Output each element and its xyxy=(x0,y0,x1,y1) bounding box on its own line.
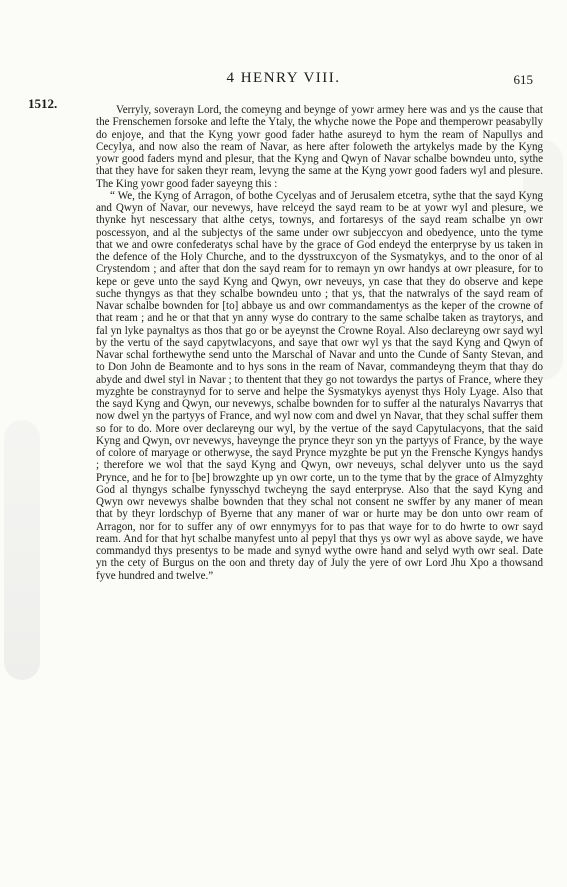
body-text xyxy=(96,104,543,582)
year-margin-note: 1512. xyxy=(28,96,58,111)
page-number: 615 xyxy=(513,72,533,87)
library-stamp-left xyxy=(4,420,40,680)
running-head: 4 HENRY VIII. xyxy=(226,70,341,86)
page-header xyxy=(0,70,567,111)
paragraph-quotation: “ We, the Kyng of Arragon, of bothe Cycelyas and of Jerusalem etcetra, sythe that the sayd Kyng and Qwyn of Navar, our nevewys, have relceyd the sayd ream to be at yowr wyl and plesure, we thynke hyt nescessary that althe cetys, townys, and fortaresys of the sayd ream schalbe yn owr poscessyon, and al the subjectys of the same under owr subjeccyon and obedyence, unto the tyme that we and owre confederatys schal have by the grace of God endeyd the enterpryse by us taken in the defence of the Holy Churche, and to the dysstruxcyon of the Sysmatykys, and to the onor of al Crystendom ; and after that don the sayd ream for to remayn yn owr handys at owr pleasure, for to kepe or geve unto the sayd Kyng and Qwyn, owr neveuys, yn case that they do observe and kepe suche thyngys as that they schalbe bowndeu unto ; that ys, that the natwralys of the sayd ream of Navar schalbe bownden for [to] abbaye us and owr commandamentys as the keper of the crowne of that ream ; and he or that that yn anny wyse do contrary to the same schalbe taken as traytorys, and fal yn lyke paynaltys as thos that go or be ayeynst the Crowne Royal. Also declareyng owr sayd wyl by the vertu of the sayd capytwlacyons, and saye that owr wyl ys that the sayd Kyng and Qwyn of Navar schal forthewythe send unto the Marschal of Navar and unto the Cunde of Santy Stevan, and to Don John de Beamonte and to hys sons in the ream of Navar, commandeyng theym that thay do abyde and dwel styl in Navar ; to thentent that they go not towardys the partys of France, where they myzghte be constraynyd for to serve and helpe the Sysmatykys ayenyst thys Holy Lyage. Also that the sayd Kyng and Qwyn, our nevewys, schalbe bownden for to suffer al the naturalys Navarrys that now dwel yn the partyys of France, and wyl now com and dwel yn Navar, that they schal suffer them so for to do. More over declareyng our wyl, by the vertue of the sayd Capytulacyons, that the said Kyng and Qwyn, ovr nevewys, haveynge the prynce theyr son yn the partyys of France, by the waye of colore of maryage or otherwyse, the sayd Prynce myzghte be put yn the Frensche Kyngys handys ; therefore we wol that the sayd Kyng and Qwyn, owr neveuys, schal delyver unto us the sayd Prynce, and he for to [be] browzghte up yn owr corte, un to the tyme that by the grace of Almyzghty God al thyngys schalbe fynysschyd twcheyng the sayd enterpryse. Also that the sayd Kyng and Qwyn owr nevewys shalbe bownden that they schal not consent ne swffer by any maner of mean that by theyr lordschyp of Byerne that any maner of war or hurte may be don unto owr ream of Arragon, nor for to suffer any of owr ennymyys for to pas that waye for to do hwrte to owr sayd ream. And for that hyt schalbe manyfest unto al pepyl that thys ys owr wyl as above sayde, we have commandyd thys presentys to be made and synyd wythe owre hand and selyd wyth owr seal. Date yn the cety of Burgus on the oon and threty day of July the yere of owr Lord Jhu Xpo a thowsand fyve hundred and twelve.” xyxy=(96,189,543,582)
paragraph-intro: Verryly, soverayn Lord, the comeyng and beynge of yowr armey here was and ys the cause that the Frenschemen forsoke and lefte the Ytaly, the whyche nowe the Pope and themperowr peasabylly do enjoye, and that the Kyng yowr good fader hathe asureyd to hym the ream of Napullys and Cecylya, and now also the ream of Navar, as here after foloweth the artykelys made by the Kyng yowr good faders mynd and plesur, that the Kyng and Qwyn of Navar schalbe bowndeu unto, sythe that they have for saken theyr ream, levyng the same at the Kyng yowr good faders wyl and plesure. The King yowr good fader sayeyng this : xyxy=(96,104,543,190)
